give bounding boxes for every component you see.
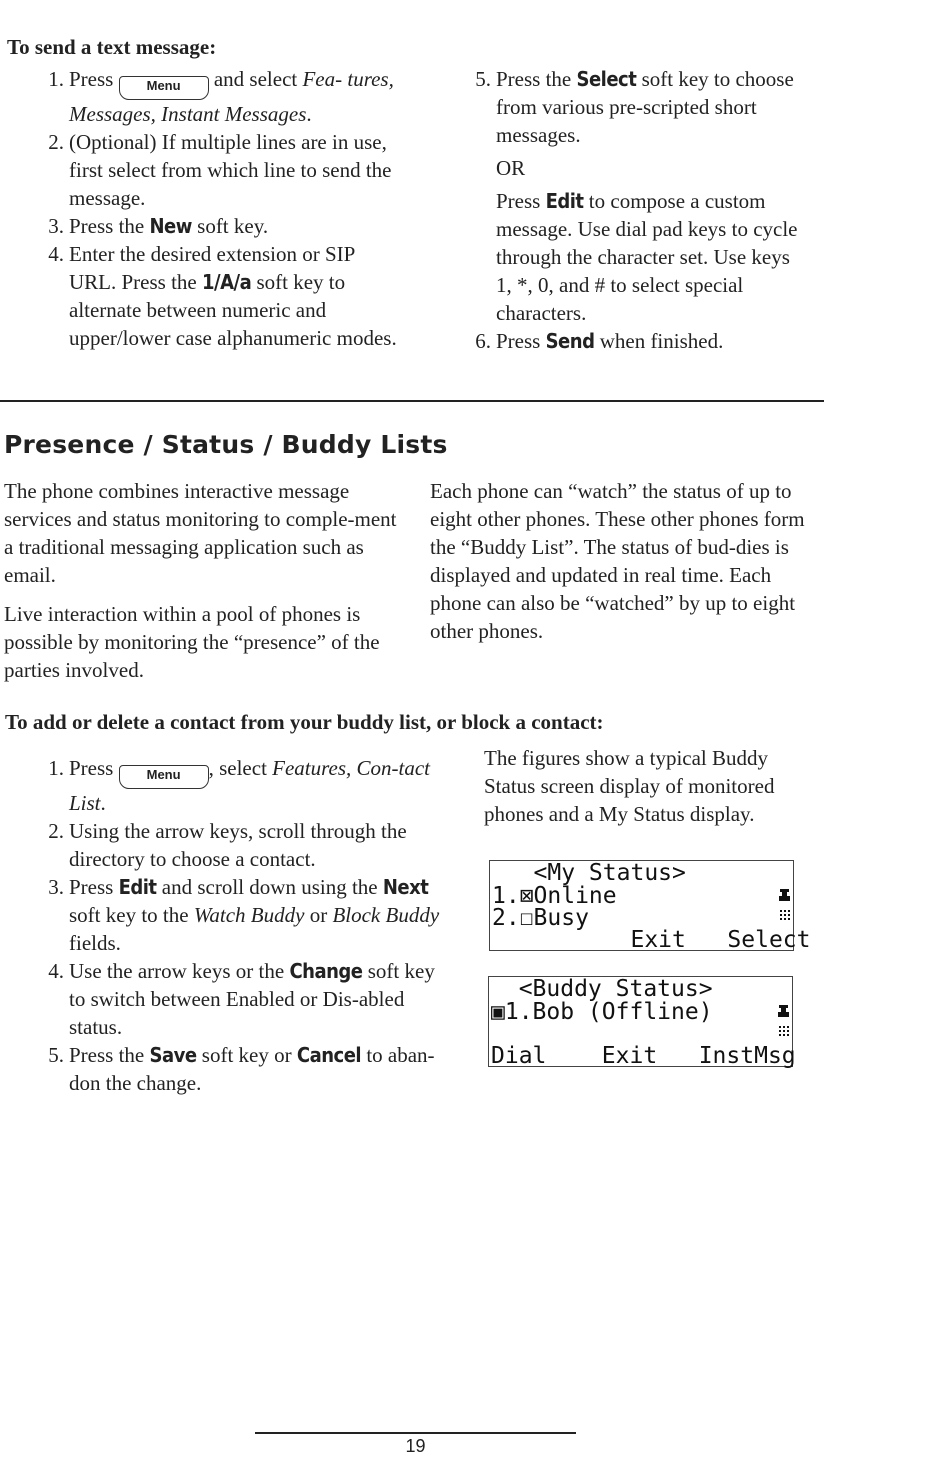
step-text: Press xyxy=(496,189,541,213)
keypad-icon xyxy=(779,909,790,923)
lcd-row-busy: 2.☐Busy xyxy=(492,905,589,931)
softkey-cancel: Cancel xyxy=(296,1043,362,1067)
step-number: 3. xyxy=(48,875,64,899)
lcd-title: <Buddy Status> xyxy=(491,976,713,1002)
step-text: Press xyxy=(69,67,114,91)
menu-key-icon: Menu xyxy=(119,76,209,100)
handset-icon xyxy=(779,888,790,902)
lcd-buddy-status xyxy=(488,976,796,1069)
presence-right-column xyxy=(430,477,825,645)
step-text: Press xyxy=(496,329,541,353)
step-2 xyxy=(40,128,400,212)
step-text: soft key or xyxy=(201,1043,292,1067)
step-text: soft key to alternate between numeric and upper/lower case alphanumeric modes. xyxy=(69,270,397,350)
step-number: 2. xyxy=(48,819,64,843)
menu-key-icon: Menu xyxy=(119,765,209,789)
section-divider xyxy=(0,400,824,402)
step-text: (Optional) If multiple lines are in use, first select from which line to send the message. xyxy=(69,130,392,210)
softkey-save: Save xyxy=(149,1043,197,1067)
step-text: soft key to the xyxy=(69,903,189,927)
lcd-title: <My Status> xyxy=(492,860,686,886)
or-text: OR xyxy=(496,156,526,180)
step-5-alternative xyxy=(467,187,807,327)
send-text-heading: To send a text message: xyxy=(7,35,217,59)
step-number: 5. xyxy=(48,1043,64,1067)
step-text: Press the xyxy=(69,1043,145,1067)
lcd-softkeys: Dial Exit InstMsg xyxy=(491,1043,796,1069)
step-number: 6. xyxy=(475,329,491,353)
step-text: Press xyxy=(69,756,114,780)
step-text: Press xyxy=(69,875,114,899)
buddy-step-5 xyxy=(40,1041,442,1097)
step-text: soft key to switch between Enabled or Dis-abled status. xyxy=(69,959,435,1039)
menu-path-text: Features, Con-tact List xyxy=(69,756,431,815)
presence-paragraph-2: Live interaction within a pool of phones is possible by monitoring the “presence” of the parties involved. xyxy=(4,602,380,682)
step-number: 2. xyxy=(48,130,64,154)
figure-caption: The figures show a typical Buddy Status screen display of monitored phones and a My Status display. xyxy=(484,746,775,826)
lcd-row-bob: ▣1.Bob (Offline) xyxy=(491,999,713,1025)
footer-rule xyxy=(255,1432,576,1434)
step-number: 3. xyxy=(48,214,64,238)
softkey-new: New xyxy=(149,214,192,238)
field-block-buddy: Block Buddy xyxy=(332,903,440,927)
softkey-edit: Edit xyxy=(118,875,157,899)
send-text-steps-right xyxy=(467,65,807,355)
step-text: to aban-don the change. xyxy=(69,1043,435,1095)
lcd-row-online: 1.⊠Online xyxy=(492,883,617,909)
step-5 xyxy=(467,65,807,149)
step-text: . xyxy=(100,791,106,815)
field-watch-buddy: Watch Buddy xyxy=(193,903,305,927)
softkey-send: Send xyxy=(545,329,595,353)
step-text: . xyxy=(306,102,312,126)
step-text: and select xyxy=(213,67,298,91)
lcd-softkeys: Exit Select xyxy=(492,927,811,953)
page-number: 19 xyxy=(405,1436,426,1456)
softkey-next: Next xyxy=(382,875,429,899)
softkey-change: Change xyxy=(289,959,363,983)
buddy-step-1 xyxy=(40,754,442,817)
section-title: Presence / Status / Buddy Lists xyxy=(4,430,448,459)
buddy-step-2 xyxy=(40,817,442,873)
step-text: , select xyxy=(208,756,267,780)
softkey-1-a-a: 1/A/a xyxy=(202,270,252,294)
step-number: 4. xyxy=(48,959,64,983)
step-6 xyxy=(467,327,807,355)
step-text: and scroll down using the xyxy=(161,875,378,899)
presence-left-column xyxy=(4,477,399,684)
lcd-my-status xyxy=(489,860,811,953)
step-text: to compose a custom message. Use dial pad keys to cycle through the character set. Use keys 1, *, 0, and # to select special characters. xyxy=(496,189,798,325)
buddy-step-4 xyxy=(40,957,442,1041)
softkey-select: Select xyxy=(576,67,637,91)
presence-paragraph-3: Each phone can “watch” the status of up to eight other phones. These other phones form the “Buddy List”. The status of bud-dies is displayed and updated in real time. Each phone can also be “watched” by up to eight other phones. xyxy=(430,479,805,643)
menu-path-text: Fea- tures, Messages, Instant Messages xyxy=(69,67,394,126)
keypad-icon xyxy=(778,1025,789,1039)
buddy-step-3 xyxy=(40,873,442,957)
step-4 xyxy=(40,240,400,352)
step-number: 1. xyxy=(48,67,64,91)
step-text: or xyxy=(309,903,328,927)
buddy-steps xyxy=(40,754,442,1097)
handset-icon xyxy=(778,1004,789,1018)
buddy-heading: To add or delete a contact from your buddy list, or block a contact: xyxy=(5,710,604,734)
step-text: fields. xyxy=(69,931,121,955)
step-text: Enter the desired extension or SIP URL. Press the xyxy=(69,242,355,294)
step-text: Use the arrow keys or the xyxy=(69,959,285,983)
step-text: Using the arrow keys, scroll through the directory to choose a contact. xyxy=(69,819,407,871)
step-number: 5. xyxy=(475,67,491,91)
presence-paragraph-1: The phone combines interactive message services and status monitoring to comple-ment a traditional messaging application such as email. xyxy=(4,479,397,587)
step-number: 4. xyxy=(48,242,64,266)
step-text: when finished. xyxy=(599,329,724,353)
step-text: Press the xyxy=(69,214,145,238)
send-text-steps-left xyxy=(40,65,400,352)
step-number: 1. xyxy=(48,756,64,780)
step-3 xyxy=(40,212,400,240)
step-text: Press the xyxy=(496,67,572,91)
softkey-edit: Edit xyxy=(545,189,584,213)
step-text: soft key. xyxy=(197,214,269,238)
step-text: soft key to choose from various pre-scripted short messages. xyxy=(496,67,794,147)
step-1 xyxy=(40,65,400,128)
